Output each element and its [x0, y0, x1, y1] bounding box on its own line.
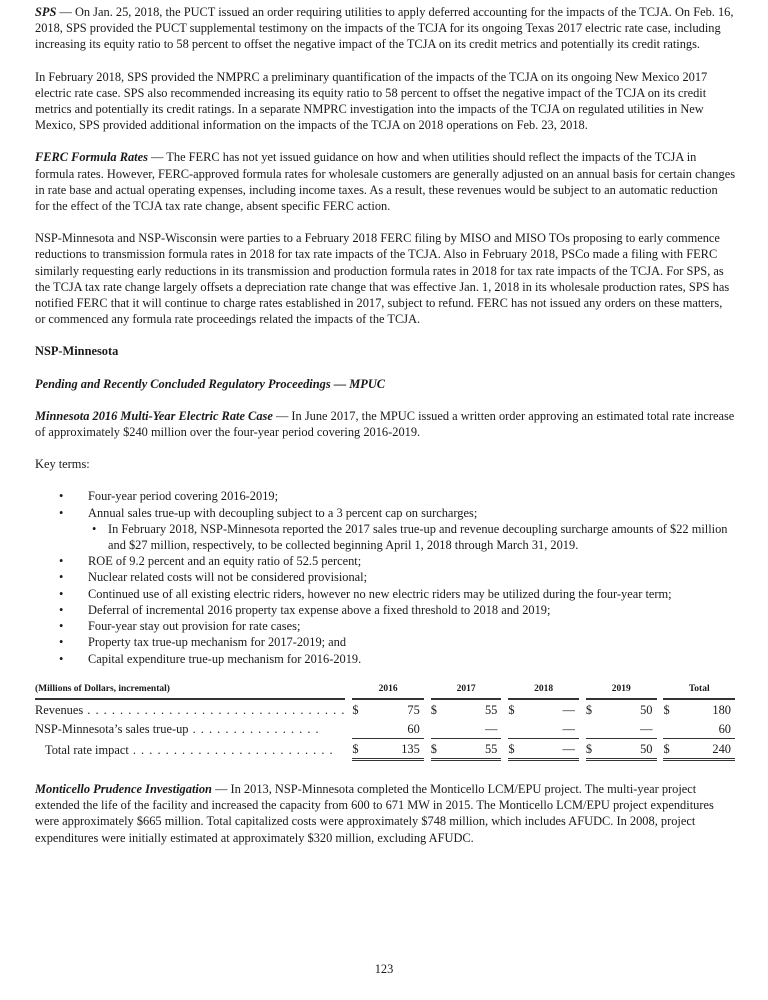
- row-label: Total rate impact . . . . . . . . . . . . . . . . . . . . . . . . .: [45, 743, 334, 758]
- cell-value: 60: [718, 722, 731, 737]
- paragraph-mn-rate-case: [35, 408, 735, 440]
- key-term-item: • Deferral of incremental 2016 property tax expense above a fixed threshold to 2018 and 2019;: [35, 602, 735, 618]
- cell-value: —: [484, 722, 498, 737]
- sps-lead: SPS: [35, 5, 57, 19]
- sps-text: — On Jan. 25, 2018, the PUCT issued an order requiring utilities to apply deferred accounting for the impacts of the TCJA. On Feb. 16, 2018, SPS provided the PUCT supplemental testimony on the impacts of the TCJA for its ongoing Texas 2017 electric rate case, including increasing its equity ratio to 58 percent to offset the negative impact of the TCJA on its credit metrics and potentially its credit ratings.: [35, 5, 734, 52]
- currency-symbol: [431, 719, 444, 738]
- currency-symbol: $: [431, 738, 444, 761]
- table-row: [35, 700, 735, 719]
- table-row: [35, 719, 735, 738]
- cell-value: —: [562, 703, 575, 718]
- currency-symbol: $: [663, 738, 676, 761]
- subsection-heading-pending: Pending and Recently Concluded Regulatory Proceedings — MPUC: [35, 376, 386, 391]
- page-number: 123: [374, 962, 394, 976]
- column-header-2019: 2019: [586, 681, 657, 700]
- currency-symbol: [508, 719, 521, 738]
- cell-value: 50: [640, 703, 653, 718]
- cell-value: 240: [676, 738, 735, 761]
- cell-value: 55: [444, 738, 502, 761]
- key-terms-list: [35, 488, 735, 666]
- currency-symbol: [352, 719, 365, 738]
- paragraph-monticello: [35, 781, 735, 846]
- key-term-item: • Continued use of all existing electric riders, however no new electric riders may be utilized during the four-year term;: [35, 586, 735, 602]
- monticello-lead: Monticello Prudence Investigation: [35, 781, 212, 796]
- cell-value: 75: [407, 703, 420, 718]
- row-label: NSP-Minnesota’s sales true-up . . . . . . . . . . . . . . . .: [35, 722, 320, 737]
- rate-impact-table: [35, 681, 735, 761]
- currency-symbol: $: [352, 738, 365, 761]
- document-page: [35, 4, 735, 862]
- key-term-item: • Four-year period covering 2016-2019;: [35, 488, 735, 504]
- table-header-row: [35, 681, 735, 700]
- paragraph-nmprc: In February 2018, SPS provided the NMPRC a preliminary quantification of the impacts of the TCJA on its ongoing New Mexico 2017 electric rate case. SPS also recommended increasing its equity ratio to 58 percent to offset the negative impact of the TCJA on its credit metrics and potentially its credit ratings. In a separate NMPRC investigation into the impacts of the TCJA on regulated utilities in New Mexico, SPS provided additional information on the impacts of the TCJA on 2018 operations on Feb. 23, 2018.: [35, 69, 708, 133]
- currency-symbol: $: [585, 703, 593, 718]
- currency-symbol: $: [508, 703, 515, 718]
- paragraph-ferc: [35, 149, 735, 214]
- currency-symbol: $: [586, 738, 599, 761]
- column-header-2017: 2017: [431, 681, 502, 700]
- paragraph-sps: [35, 4, 735, 53]
- key-term-subitem: • In February 2018, NSP-Minnesota reported the 2017 sales true-up and revenue decoupling surcharge amounts of $22 million and $27 million, respectively, to be collected beginning April 1, 2018 through March 31, 2019.: [88, 521, 735, 553]
- table-header-label: (Millions of Dollars, incremental): [35, 681, 345, 700]
- column-header-2016: 2016: [352, 681, 423, 700]
- cell-value: —: [640, 722, 653, 737]
- column-header-total: Total: [663, 681, 735, 700]
- table-row-total: [35, 738, 735, 761]
- cell-value: 55: [484, 703, 498, 718]
- cell-value: —: [562, 722, 575, 737]
- key-term-item: • Nuclear related costs will not be considered provisional;: [35, 569, 735, 585]
- column-header-2018: 2018: [508, 681, 579, 700]
- key-term-item: • Property tax true-up mechanism for 2017-2019; and: [35, 634, 735, 650]
- currency-symbol: [663, 719, 676, 738]
- currency-symbol: [586, 719, 599, 738]
- cell-value: 50: [599, 738, 657, 761]
- currency-symbol: $: [352, 703, 359, 718]
- ferc-lead: FERC Formula Rates: [35, 150, 148, 165]
- cell-value: 135: [365, 738, 424, 761]
- currency-symbol: $: [430, 703, 437, 718]
- key-term-item: • Four-year stay out provision for rate cases;: [35, 618, 735, 634]
- key-term-item: [35, 505, 735, 554]
- mn-case-lead: Minnesota 2016 Multi-Year Electric Rate Case: [35, 408, 273, 423]
- mn-case-text: — In June 2017, the MPUC issued a written order approving an estimated total rate increase of approximately $240 million over the four-year period covering 2016-2019.: [35, 408, 735, 440]
- key-term-sublist: [88, 521, 735, 553]
- currency-symbol: $: [508, 738, 521, 761]
- row-label: Revenues . . . . . . . . . . . . . . . . . . . . . . . . . . . . . . . .: [35, 703, 346, 718]
- currency-symbol: $: [663, 703, 670, 718]
- monticello-text: — In 2013, NSP-Minnesota completed the Monticello LCM/EPU project. The multi-year project extended the life of the facility and increased the capacity from 600 to 671 MW in 2015. The Monticello LCM/EPU project expenditures were approximately $665 million. Total capitalized costs were approximately $748 million, which includes AFUDC. In 2008, project expenditures were initially estimated at approximately $320 million, excluding AFUDC.: [35, 781, 714, 845]
- cell-value: 180: [712, 703, 731, 718]
- cell-value: —: [521, 738, 579, 761]
- paragraph-nsp-filing: NSP-Minnesota and NSP-Wisconsin were parties to a February 2018 FERC filing by MISO and MISO TOs proposing to early commence reductions to transmission formula rates in 2018 for tax rate impacts of the TCJA. Also in February 2018, PSCo made a filing with FERC similarly requesting early reductions in its transmission and production formula rates in 2018 for tax rate impacts of the TCJA. For SPS, as the TCJA tax rate change largely offsets a depreciation rate change that was effective Jan. 1, 2018 in its wholesale production rates, SPS has notified FERC that it will continue to charge rates established in 2017, subject to refund. FERC has not issued any orders on these matters, or commenced any formula rate proceedings related the impacts of the TCJA.: [35, 231, 730, 327]
- key-terms-label: Key terms:: [35, 457, 90, 472]
- key-term-item: • Capital expenditure true-up mechanism for 2016-2019.: [35, 651, 735, 667]
- ferc-text: — The FERC has not yet issued guidance on how and when utilities should reflect the impacts of the TCJA in formula rates. However, FERC-approved formula rates for wholesale customers are generally adjusted on an annual basis for certain changes in rate base and actual operating expenses, including income taxes. As a result, these revenues would be subject to an automatic reduction for the effect of the TCJA tax rate change, absent specific FERC action.: [35, 150, 736, 214]
- key-term-text: Annual sales true-up with decoupling subject to a 3 percent cap on surcharges;: [88, 505, 478, 520]
- key-term-item: • ROE of 9.2 percent and an equity ratio of 52.5 percent;: [35, 553, 735, 569]
- section-heading-nsp-minnesota: NSP-Minnesota: [35, 344, 119, 359]
- cell-value: 60: [407, 722, 420, 737]
